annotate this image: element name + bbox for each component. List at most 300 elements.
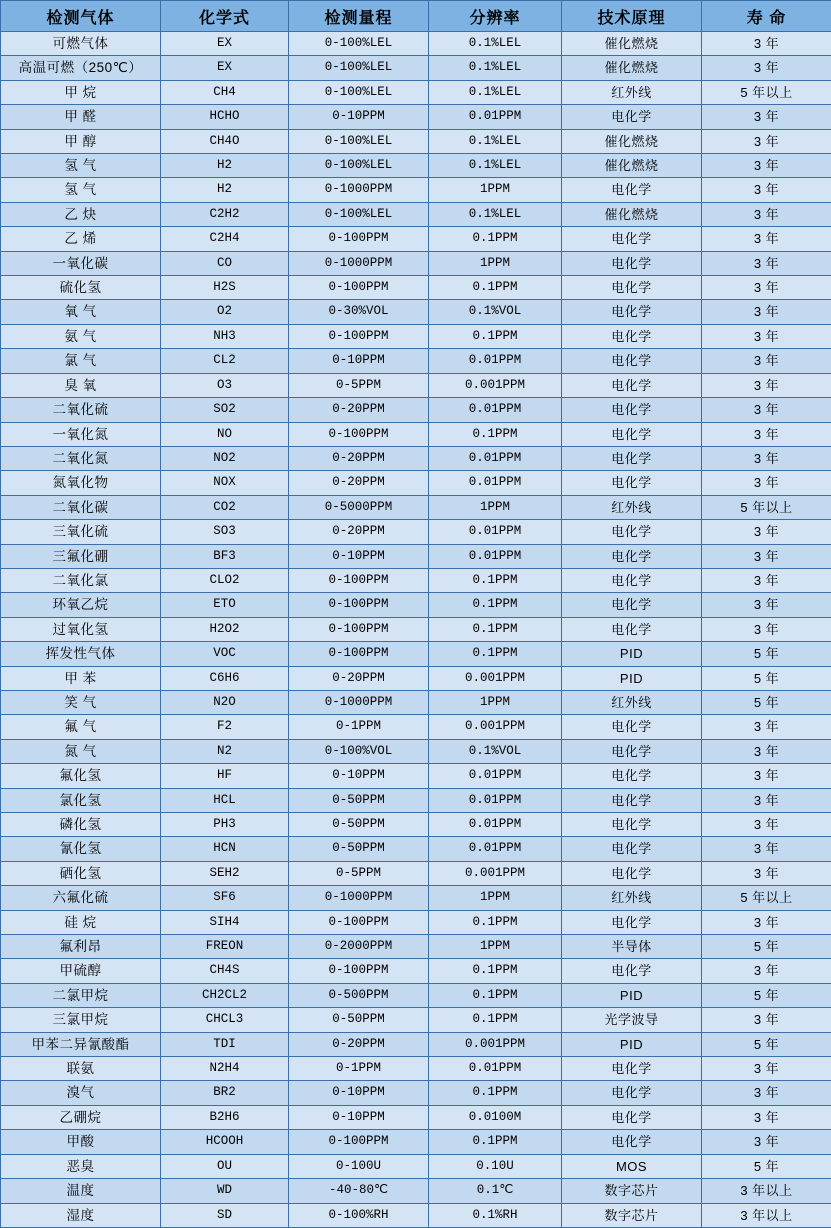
cell-range: 0-50PPM [289,837,429,861]
cell-formula: C2H4 [161,227,289,251]
cell-formula: HF [161,764,289,788]
table-row [1,300,831,324]
cell-formula: SIH4 [161,910,289,934]
cell-resolution: 0.1PPM [429,276,562,300]
table-row [1,105,831,129]
table-row [1,861,831,885]
cell-life: 3 年 [702,105,831,129]
cell-life: 3 年以上 [702,1203,831,1227]
cell-resolution: 0.1PPM [429,1008,562,1032]
cell-principle: 电化学 [562,617,702,641]
cell-resolution: 0.1PPM [429,617,562,641]
cell-life: 3 年 [702,837,831,861]
table-header-row [1,1,831,32]
cell-formula: HCN [161,837,289,861]
table-row [1,1154,831,1178]
cell-formula: SO2 [161,398,289,422]
cell-gas: 一氧化碳 [1,251,161,275]
cell-resolution: 0.1%LEL [429,202,562,226]
cell-principle: 电化学 [562,324,702,348]
cell-gas: 联氨 [1,1057,161,1081]
cell-range: 0-100PPM [289,227,429,251]
table-header [1,1,831,32]
cell-range: 0-100%LEL [289,32,429,56]
cell-principle: 电化学 [562,178,702,202]
cell-range: 0-30%VOL [289,300,429,324]
cell-gas: 六氟化硫 [1,886,161,910]
cell-range: 0-20PPM [289,398,429,422]
cell-range: 0-100%LEL [289,154,429,178]
cell-principle: 电化学 [562,837,702,861]
cell-principle: 电化学 [562,1057,702,1081]
cell-resolution: 0.1%VOL [429,300,562,324]
cell-principle: MOS [562,1154,702,1178]
cell-resolution: 0.01PPM [429,105,562,129]
cell-principle: 催化燃烧 [562,32,702,56]
cell-principle: 电化学 [562,398,702,422]
cell-gas: 挥发性气体 [1,642,161,666]
cell-gas: 二氧化氮 [1,446,161,470]
cell-gas: 氮 气 [1,739,161,763]
column-header-life: 寿 命 [702,1,831,32]
cell-range: 0-100%LEL [289,80,429,104]
cell-gas: 臭 氧 [1,373,161,397]
cell-formula: SD [161,1203,289,1227]
cell-formula: N2 [161,739,289,763]
cell-resolution: 1PPM [429,886,562,910]
cell-principle: 电化学 [562,813,702,837]
cell-range: 0-10PPM [289,105,429,129]
cell-formula: HCL [161,788,289,812]
column-header-principle: 技术原理 [562,1,702,32]
cell-life: 5 年以上 [702,495,831,519]
table-row [1,764,831,788]
table-row [1,446,831,470]
column-header-formula: 化学式 [161,1,289,32]
cell-range: 0-20PPM [289,520,429,544]
cell-life: 3 年 [702,251,831,275]
table-row [1,80,831,104]
table-row [1,349,831,373]
cell-range: 0-100PPM [289,593,429,617]
cell-formula: SEH2 [161,861,289,885]
table-row [1,1203,831,1227]
cell-resolution: 0.0100M [429,1105,562,1129]
cell-formula: B2H6 [161,1105,289,1129]
cell-principle: 催化燃烧 [562,56,702,80]
cell-gas: 氢 气 [1,178,161,202]
table-row [1,837,831,861]
cell-gas: 硫化氢 [1,276,161,300]
cell-gas: 氨 气 [1,324,161,348]
cell-range: 0-100U [289,1154,429,1178]
table-row [1,227,831,251]
table-row [1,910,831,934]
cell-range: 0-1000PPM [289,886,429,910]
cell-resolution: 0.001PPM [429,1032,562,1056]
cell-resolution: 0.1PPM [429,324,562,348]
cell-formula: NOX [161,471,289,495]
cell-formula: O3 [161,373,289,397]
table-row [1,276,831,300]
cell-formula: O2 [161,300,289,324]
cell-resolution: 1PPM [429,178,562,202]
cell-range: 0-100PPM [289,276,429,300]
cell-life: 3 年 [702,959,831,983]
table-row [1,642,831,666]
cell-resolution: 0.001PPM [429,373,562,397]
cell-principle: PID [562,1032,702,1056]
cell-resolution: 0.01PPM [429,837,562,861]
cell-resolution: 0.1PPM [429,1081,562,1105]
table-body [1,32,831,1228]
cell-life: 5 年以上 [702,80,831,104]
table-row [1,520,831,544]
cell-resolution: 0.1PPM [429,568,562,592]
cell-formula: CO [161,251,289,275]
cell-range: 0-1000PPM [289,251,429,275]
cell-formula: CH4S [161,959,289,983]
cell-gas: 三氧化硫 [1,520,161,544]
cell-formula: HCOOH [161,1130,289,1154]
cell-range: 0-1PPM [289,1057,429,1081]
cell-range: 0-100%LEL [289,202,429,226]
cell-resolution: 0.01PPM [429,398,562,422]
cell-formula: CHCL3 [161,1008,289,1032]
cell-gas: 甲 醇 [1,129,161,153]
table-row [1,715,831,739]
cell-gas: 温度 [1,1179,161,1203]
cell-life: 3 年 [702,617,831,641]
cell-resolution: 0.1%RH [429,1203,562,1227]
cell-formula: NO2 [161,446,289,470]
cell-gas: 硅 烷 [1,910,161,934]
cell-formula: FREON [161,935,289,959]
cell-principle: 电化学 [562,544,702,568]
cell-formula: OU [161,1154,289,1178]
cell-formula: ETO [161,593,289,617]
cell-formula: PH3 [161,813,289,837]
table-row [1,373,831,397]
table-row [1,1130,831,1154]
cell-gas: 环氧乙烷 [1,593,161,617]
cell-gas: 氮氧化物 [1,471,161,495]
cell-life: 5 年 [702,1154,831,1178]
table-row [1,178,831,202]
cell-gas: 甲酸 [1,1130,161,1154]
cell-gas: 甲 苯 [1,666,161,690]
cell-life: 3 年 [702,1008,831,1032]
cell-gas: 三氯甲烷 [1,1008,161,1032]
cell-range: 0-100PPM [289,910,429,934]
cell-range: 0-2000PPM [289,935,429,959]
cell-gas: 氯 气 [1,349,161,373]
cell-life: 3 年 [702,471,831,495]
cell-resolution: 1PPM [429,251,562,275]
cell-resolution: 0.1%LEL [429,80,562,104]
cell-life: 3 年 [702,446,831,470]
cell-life: 5 年 [702,935,831,959]
cell-principle: 电化学 [562,446,702,470]
cell-formula: CL2 [161,349,289,373]
cell-principle: 数字芯片 [562,1179,702,1203]
cell-gas: 磷化氢 [1,813,161,837]
table-row [1,1179,831,1203]
cell-gas: 甲苯二异氰酸酯 [1,1032,161,1056]
cell-formula: NH3 [161,324,289,348]
cell-range: 0-500PPM [289,983,429,1007]
cell-principle: 电化学 [562,861,702,885]
cell-life: 5 年 [702,690,831,714]
cell-gas: 三氟化硼 [1,544,161,568]
cell-range: 0-100PPM [289,1130,429,1154]
table-row [1,324,831,348]
cell-principle: 催化燃烧 [562,129,702,153]
cell-gas: 二氧化氯 [1,568,161,592]
cell-principle: 电化学 [562,1081,702,1105]
table-row [1,1057,831,1081]
table-row [1,935,831,959]
cell-life: 3 年 [702,764,831,788]
cell-range: 0-100PPM [289,422,429,446]
cell-formula: TDI [161,1032,289,1056]
cell-formula: EX [161,32,289,56]
cell-formula: VOC [161,642,289,666]
cell-formula: C2H2 [161,202,289,226]
cell-gas: 恶臭 [1,1154,161,1178]
table-row [1,251,831,275]
cell-resolution: 0.001PPM [429,861,562,885]
cell-formula: H2S [161,276,289,300]
cell-resolution: 0.01PPM [429,349,562,373]
cell-life: 3 年以上 [702,1179,831,1203]
cell-life: 5 年 [702,983,831,1007]
table-row [1,129,831,153]
cell-resolution: 0.01PPM [429,813,562,837]
cell-gas: 氯化氢 [1,788,161,812]
cell-gas: 甲 烷 [1,80,161,104]
cell-resolution: 1PPM [429,690,562,714]
table-row [1,739,831,763]
cell-gas: 氟化氢 [1,764,161,788]
cell-formula: N2O [161,690,289,714]
cell-life: 3 年 [702,398,831,422]
cell-gas: 氢 气 [1,154,161,178]
cell-principle: 红外线 [562,495,702,519]
column-header-resolution: 分辨率 [429,1,562,32]
table-row [1,959,831,983]
cell-formula: CH4O [161,129,289,153]
cell-formula: SF6 [161,886,289,910]
cell-range: 0-20PPM [289,471,429,495]
cell-principle: 电化学 [562,227,702,251]
cell-resolution: 0.1%VOL [429,739,562,763]
table-row [1,813,831,837]
cell-principle: 催化燃烧 [562,202,702,226]
cell-life: 3 年 [702,593,831,617]
table-row [1,1105,831,1129]
table-row [1,617,831,641]
cell-gas: 甲 醛 [1,105,161,129]
cell-life: 3 年 [702,202,831,226]
cell-formula: CH2CL2 [161,983,289,1007]
cell-range: 0-10PPM [289,1105,429,1129]
cell-principle: 电化学 [562,910,702,934]
cell-resolution: 0.1%LEL [429,56,562,80]
cell-range: 0-100PPM [289,324,429,348]
cell-life: 3 年 [702,349,831,373]
cell-life: 3 年 [702,422,831,446]
cell-principle: 电化学 [562,276,702,300]
cell-formula: BR2 [161,1081,289,1105]
cell-principle: 红外线 [562,80,702,104]
cell-gas: 氧 气 [1,300,161,324]
cell-resolution: 0.01PPM [429,446,562,470]
cell-resolution: 0.01PPM [429,471,562,495]
cell-principle: 催化燃烧 [562,154,702,178]
table-row [1,495,831,519]
table-row [1,544,831,568]
cell-range: 0-100PPM [289,568,429,592]
cell-principle: 电化学 [562,373,702,397]
cell-formula: WD [161,1179,289,1203]
cell-gas: 二氧化硫 [1,398,161,422]
cell-formula: F2 [161,715,289,739]
cell-gas: 高温可燃（250℃） [1,56,161,80]
table-row [1,1032,831,1056]
cell-life: 3 年 [702,910,831,934]
cell-life: 3 年 [702,1081,831,1105]
cell-life: 3 年 [702,520,831,544]
cell-formula: CO2 [161,495,289,519]
cell-resolution: 0.001PPM [429,715,562,739]
cell-gas: 乙 炔 [1,202,161,226]
cell-principle: 电化学 [562,764,702,788]
cell-range: 0-20PPM [289,446,429,470]
cell-range: 0-100%LEL [289,129,429,153]
table-row [1,1008,831,1032]
table-row [1,32,831,56]
cell-resolution: 0.01PPM [429,520,562,544]
cell-resolution: 0.1%LEL [429,154,562,178]
cell-life: 3 年 [702,1105,831,1129]
cell-resolution: 0.01PPM [429,1057,562,1081]
cell-principle: 电化学 [562,1130,702,1154]
cell-gas: 湿度 [1,1203,161,1227]
cell-life: 3 年 [702,178,831,202]
cell-resolution: 0.1PPM [429,1130,562,1154]
cell-formula: CH4 [161,80,289,104]
table-row [1,398,831,422]
table-row [1,471,831,495]
cell-principle: 红外线 [562,690,702,714]
cell-principle: PID [562,666,702,690]
cell-resolution: 0.001PPM [429,666,562,690]
cell-life: 3 年 [702,788,831,812]
cell-principle: 半导体 [562,935,702,959]
cell-range: 0-100%VOL [289,739,429,763]
cell-range: 0-50PPM [289,813,429,837]
cell-gas: 过氧化氢 [1,617,161,641]
table-row [1,1081,831,1105]
table-row [1,690,831,714]
cell-principle: 数字芯片 [562,1203,702,1227]
table-row [1,56,831,80]
cell-range: 0-10PPM [289,1081,429,1105]
cell-range: 0-5PPM [289,861,429,885]
cell-range: 0-20PPM [289,666,429,690]
cell-range: 0-10PPM [289,544,429,568]
table-row [1,886,831,910]
cell-formula: BF3 [161,544,289,568]
cell-gas: 溴气 [1,1081,161,1105]
table-row [1,983,831,1007]
table-row [1,788,831,812]
table-row [1,202,831,226]
cell-range: 0-5PPM [289,373,429,397]
cell-formula: NO [161,422,289,446]
cell-principle: 电化学 [562,715,702,739]
cell-range: 0-100PPM [289,617,429,641]
cell-resolution: 0.01PPM [429,788,562,812]
table-row [1,422,831,446]
cell-principle: 电化学 [562,959,702,983]
cell-principle: 电化学 [562,788,702,812]
cell-resolution: 0.1PPM [429,642,562,666]
cell-range: 0-1PPM [289,715,429,739]
column-header-range: 检测量程 [289,1,429,32]
cell-resolution: 0.1PPM [429,422,562,446]
cell-principle: 电化学 [562,105,702,129]
cell-principle: 光学波导 [562,1008,702,1032]
cell-resolution: 0.1PPM [429,910,562,934]
table-row [1,154,831,178]
cell-gas: 氰化氢 [1,837,161,861]
cell-life: 5 年 [702,666,831,690]
cell-gas: 乙硼烷 [1,1105,161,1129]
cell-life: 3 年 [702,276,831,300]
cell-principle: 电化学 [562,593,702,617]
cell-range: 0-20PPM [289,1032,429,1056]
cell-range: 0-1000PPM [289,690,429,714]
cell-range: -40-80℃ [289,1179,429,1203]
cell-range: 0-50PPM [289,1008,429,1032]
cell-range: 0-50PPM [289,788,429,812]
cell-principle: 电化学 [562,300,702,324]
cell-gas: 一氧化氮 [1,422,161,446]
cell-resolution: 0.1PPM [429,593,562,617]
cell-principle: 电化学 [562,520,702,544]
cell-formula: N2H4 [161,1057,289,1081]
cell-life: 3 年 [702,544,831,568]
cell-range: 0-10PPM [289,349,429,373]
cell-life: 3 年 [702,129,831,153]
table-row [1,666,831,690]
cell-gas: 乙 烯 [1,227,161,251]
cell-principle: 红外线 [562,886,702,910]
cell-life: 3 年 [702,739,831,763]
cell-resolution: 0.01PPM [429,764,562,788]
cell-life: 3 年 [702,861,831,885]
cell-formula: H2 [161,178,289,202]
cell-principle: 电化学 [562,739,702,763]
cell-range: 0-5000PPM [289,495,429,519]
cell-life: 3 年 [702,1130,831,1154]
cell-life: 3 年 [702,568,831,592]
cell-gas: 氟利昂 [1,935,161,959]
cell-gas: 可燃气体 [1,32,161,56]
cell-life: 5 年 [702,1032,831,1056]
